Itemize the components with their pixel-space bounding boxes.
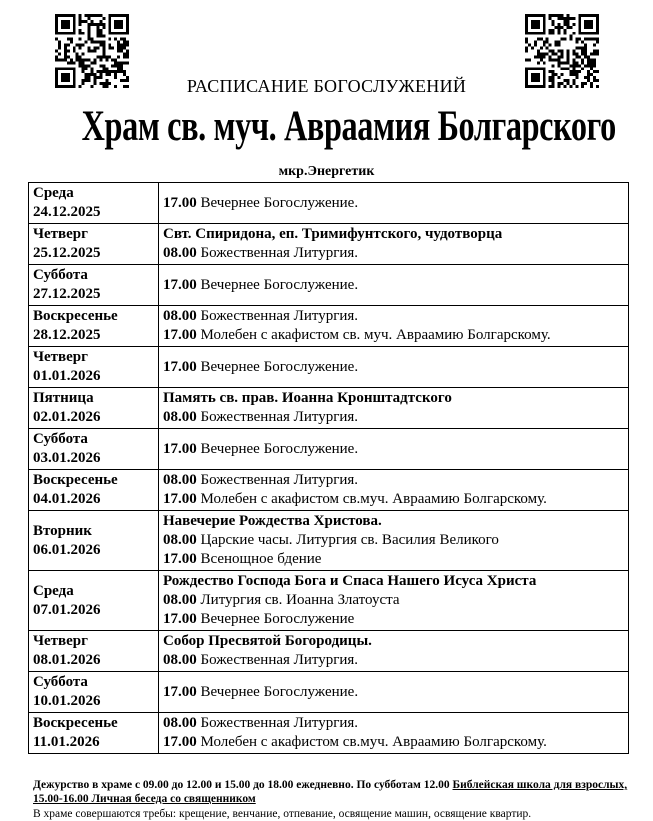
schedule-row — [29, 265, 629, 306]
feast-title: Собор Пресвятой Богородицы. — [163, 633, 372, 649]
service-name: Божественная Литургия. — [196, 472, 359, 488]
service-name: Божественная Литургия. — [196, 245, 359, 261]
service-time: 08.00 — [163, 592, 197, 608]
weekday-label: Суббота — [33, 267, 88, 283]
schedule-events-cell — [159, 631, 629, 672]
service-time: 17.00 — [163, 611, 197, 627]
service-time: 17.00 — [163, 194, 197, 211]
service-line — [163, 490, 624, 509]
schedule-events-cell — [159, 470, 629, 511]
schedule-events-cell — [159, 183, 629, 224]
schedule-day-cell — [29, 306, 159, 347]
service-line — [163, 714, 624, 733]
date-label: 01.01.2026 — [33, 368, 101, 384]
weekday-label: Суббота — [33, 431, 88, 447]
service-line — [163, 531, 624, 550]
schedule-events-cell — [159, 388, 629, 429]
feast-title: Навечерие Рождества Христова. — [163, 513, 382, 529]
schedule-table — [28, 182, 629, 754]
schedule-events-cell — [159, 265, 629, 306]
feast-title: Рождество Господа Бога и Спаса Нашего Исуса Христа — [163, 573, 537, 589]
weekday-label: Воскресенье — [33, 308, 118, 324]
schedule-events-cell — [159, 713, 629, 754]
schedule-row — [29, 388, 629, 429]
schedule-day-cell — [29, 429, 159, 470]
service-name: Божественная Литургия. — [196, 715, 359, 731]
service-line — [163, 440, 624, 459]
schedule-day-cell — [29, 470, 159, 511]
weekday-label: Суббота — [33, 674, 88, 690]
service-name: Вечернее Богослужение. — [196, 440, 359, 457]
service-line — [163, 550, 624, 569]
service-line — [163, 244, 624, 263]
schedule-day-cell — [29, 511, 159, 571]
schedule-day-cell — [29, 571, 159, 631]
schedule-row — [29, 631, 629, 672]
service-name: Божественная Литургия. — [196, 308, 359, 324]
schedule-day-cell — [29, 265, 159, 306]
service-line — [163, 326, 624, 345]
service-name: Вечернее Богослужение. — [196, 276, 359, 293]
service-line — [163, 651, 624, 670]
service-name: Вечернее Богослужение — [196, 611, 355, 627]
service-line — [163, 591, 624, 610]
schedule-events-cell — [159, 511, 629, 571]
schedule-events-cell — [159, 672, 629, 713]
service-name: Всенощное бдение — [196, 551, 322, 567]
schedule-day-cell — [29, 631, 159, 672]
service-time: 08.00 — [163, 652, 197, 668]
date-label: 27.12.2025 — [33, 286, 101, 302]
schedule-row — [29, 347, 629, 388]
bible-school-text: Библейская школа для взрослых, 15.00-16.00 Личная беседа со священником — [33, 779, 628, 805]
feast-title: Свт. Спиридона, еп. Тримифунтского, чудотворца — [163, 226, 503, 242]
schedule-day-cell — [29, 388, 159, 429]
schedule-row — [29, 183, 629, 224]
weekday-label: Четверг — [33, 633, 88, 649]
schedule-row — [29, 571, 629, 631]
schedule-row — [29, 713, 629, 754]
schedule-day-cell — [29, 672, 159, 713]
schedule-events-cell — [159, 571, 629, 631]
schedule-row — [29, 470, 629, 511]
schedule-events-cell — [159, 306, 629, 347]
date-label: 04.01.2026 — [33, 491, 101, 507]
service-time: 17.00 — [163, 327, 197, 343]
date-label: 02.01.2026 — [33, 409, 101, 425]
date-label: 03.01.2026 — [33, 450, 101, 466]
service-time: 08.00 — [163, 245, 197, 261]
service-time: 17.00 — [163, 491, 197, 507]
schedule-row — [29, 306, 629, 347]
schedule-row — [29, 511, 629, 571]
weekday-label: Среда — [33, 582, 74, 599]
service-line — [163, 471, 624, 490]
service-name: Молебен с акафистом св.муч. Авраамию Болгарскому. — [196, 491, 547, 507]
service-name: Вечернее Богослужение. — [196, 683, 359, 700]
service-time: 08.00 — [163, 715, 197, 731]
schedule-day-cell — [29, 347, 159, 388]
church-title: Храм св. муч. Авраамия Болгарского — [81, 103, 616, 150]
date-label: 25.12.2025 — [33, 245, 101, 261]
date-label: 24.12.2025 — [33, 204, 101, 220]
service-time: 17.00 — [163, 734, 197, 750]
service-line — [163, 733, 624, 752]
service-time: 17.00 — [163, 358, 197, 375]
weekday-label: Воскресенье — [33, 472, 118, 488]
service-name: Царские часы. Литургия св. Василия Великого — [196, 532, 499, 548]
service-name: Литургия св. Иоанна Златоуста — [196, 592, 400, 608]
weekday-label: Пятница — [33, 390, 94, 406]
schedule-day-cell — [29, 713, 159, 754]
duty-hours-note — [33, 778, 633, 806]
duty-hours-text: Дежурство в храме с 09.00 до 12.00 и 15.00 до 18.00 ежедневно. По субботам 12.00 — [33, 779, 450, 791]
service-time: 08.00 — [163, 532, 197, 548]
schedule-events-cell — [159, 429, 629, 470]
service-time: 08.00 — [163, 308, 197, 324]
weekday-label: Четверг — [33, 349, 88, 365]
service-name: Божественная Литургия. — [196, 652, 359, 668]
weekday-label: Вторник — [33, 522, 92, 539]
weekday-label: Воскресенье — [33, 715, 118, 731]
service-name: Вечернее Богослужение. — [196, 194, 359, 211]
date-label: 11.01.2026 — [33, 734, 100, 750]
date-label: 08.01.2026 — [33, 652, 101, 668]
service-name: Вечернее Богослужение. — [196, 358, 359, 375]
service-line — [163, 276, 624, 295]
service-line — [163, 408, 624, 427]
service-time: 08.00 — [163, 409, 197, 425]
schedule-day-cell — [29, 224, 159, 265]
schedule-row — [29, 224, 629, 265]
date-label: 06.01.2026 — [33, 541, 101, 558]
weekday-label: Четверг — [33, 226, 88, 242]
service-time: 08.00 — [163, 472, 197, 488]
date-label: 10.01.2026 — [33, 693, 101, 709]
schedule-day-cell — [29, 183, 159, 224]
service-name: Молебен с акафистом св.муч. Авраамию Болгарскому. — [196, 734, 547, 750]
service-time: 17.00 — [163, 551, 197, 567]
service-line — [163, 194, 624, 213]
date-label: 07.01.2026 — [33, 601, 101, 618]
service-line — [163, 683, 624, 702]
service-name: Молебен с акафистом св. муч. Авраамию Болгарскому. — [196, 327, 551, 343]
service-line — [163, 358, 624, 377]
schedule-subtitle: РАСПИСАНИЕ БОГОСЛУЖЕНИЙ — [186, 76, 467, 96]
service-time: 17.00 — [163, 683, 197, 700]
services-note: В храме совершаются требы: крещение, венчание, отпевание, освящение машин, освящение квартир. — [33, 808, 532, 820]
district-label: мкр.Энергетик — [278, 164, 375, 179]
service-time: 17.00 — [163, 276, 197, 293]
date-label: 28.12.2025 — [33, 327, 101, 343]
schedule-events-cell — [159, 224, 629, 265]
service-name: Божественная Литургия. — [196, 409, 359, 425]
service-time: 17.00 — [163, 440, 197, 457]
feast-title: Память св. прав. Иоанна Кронштадтского — [163, 390, 452, 406]
weekday-label: Среда — [33, 185, 74, 201]
schedule-events-cell — [159, 347, 629, 388]
schedule-row — [29, 672, 629, 713]
service-line — [163, 610, 624, 629]
schedule-row — [29, 429, 629, 470]
service-line — [163, 307, 624, 326]
